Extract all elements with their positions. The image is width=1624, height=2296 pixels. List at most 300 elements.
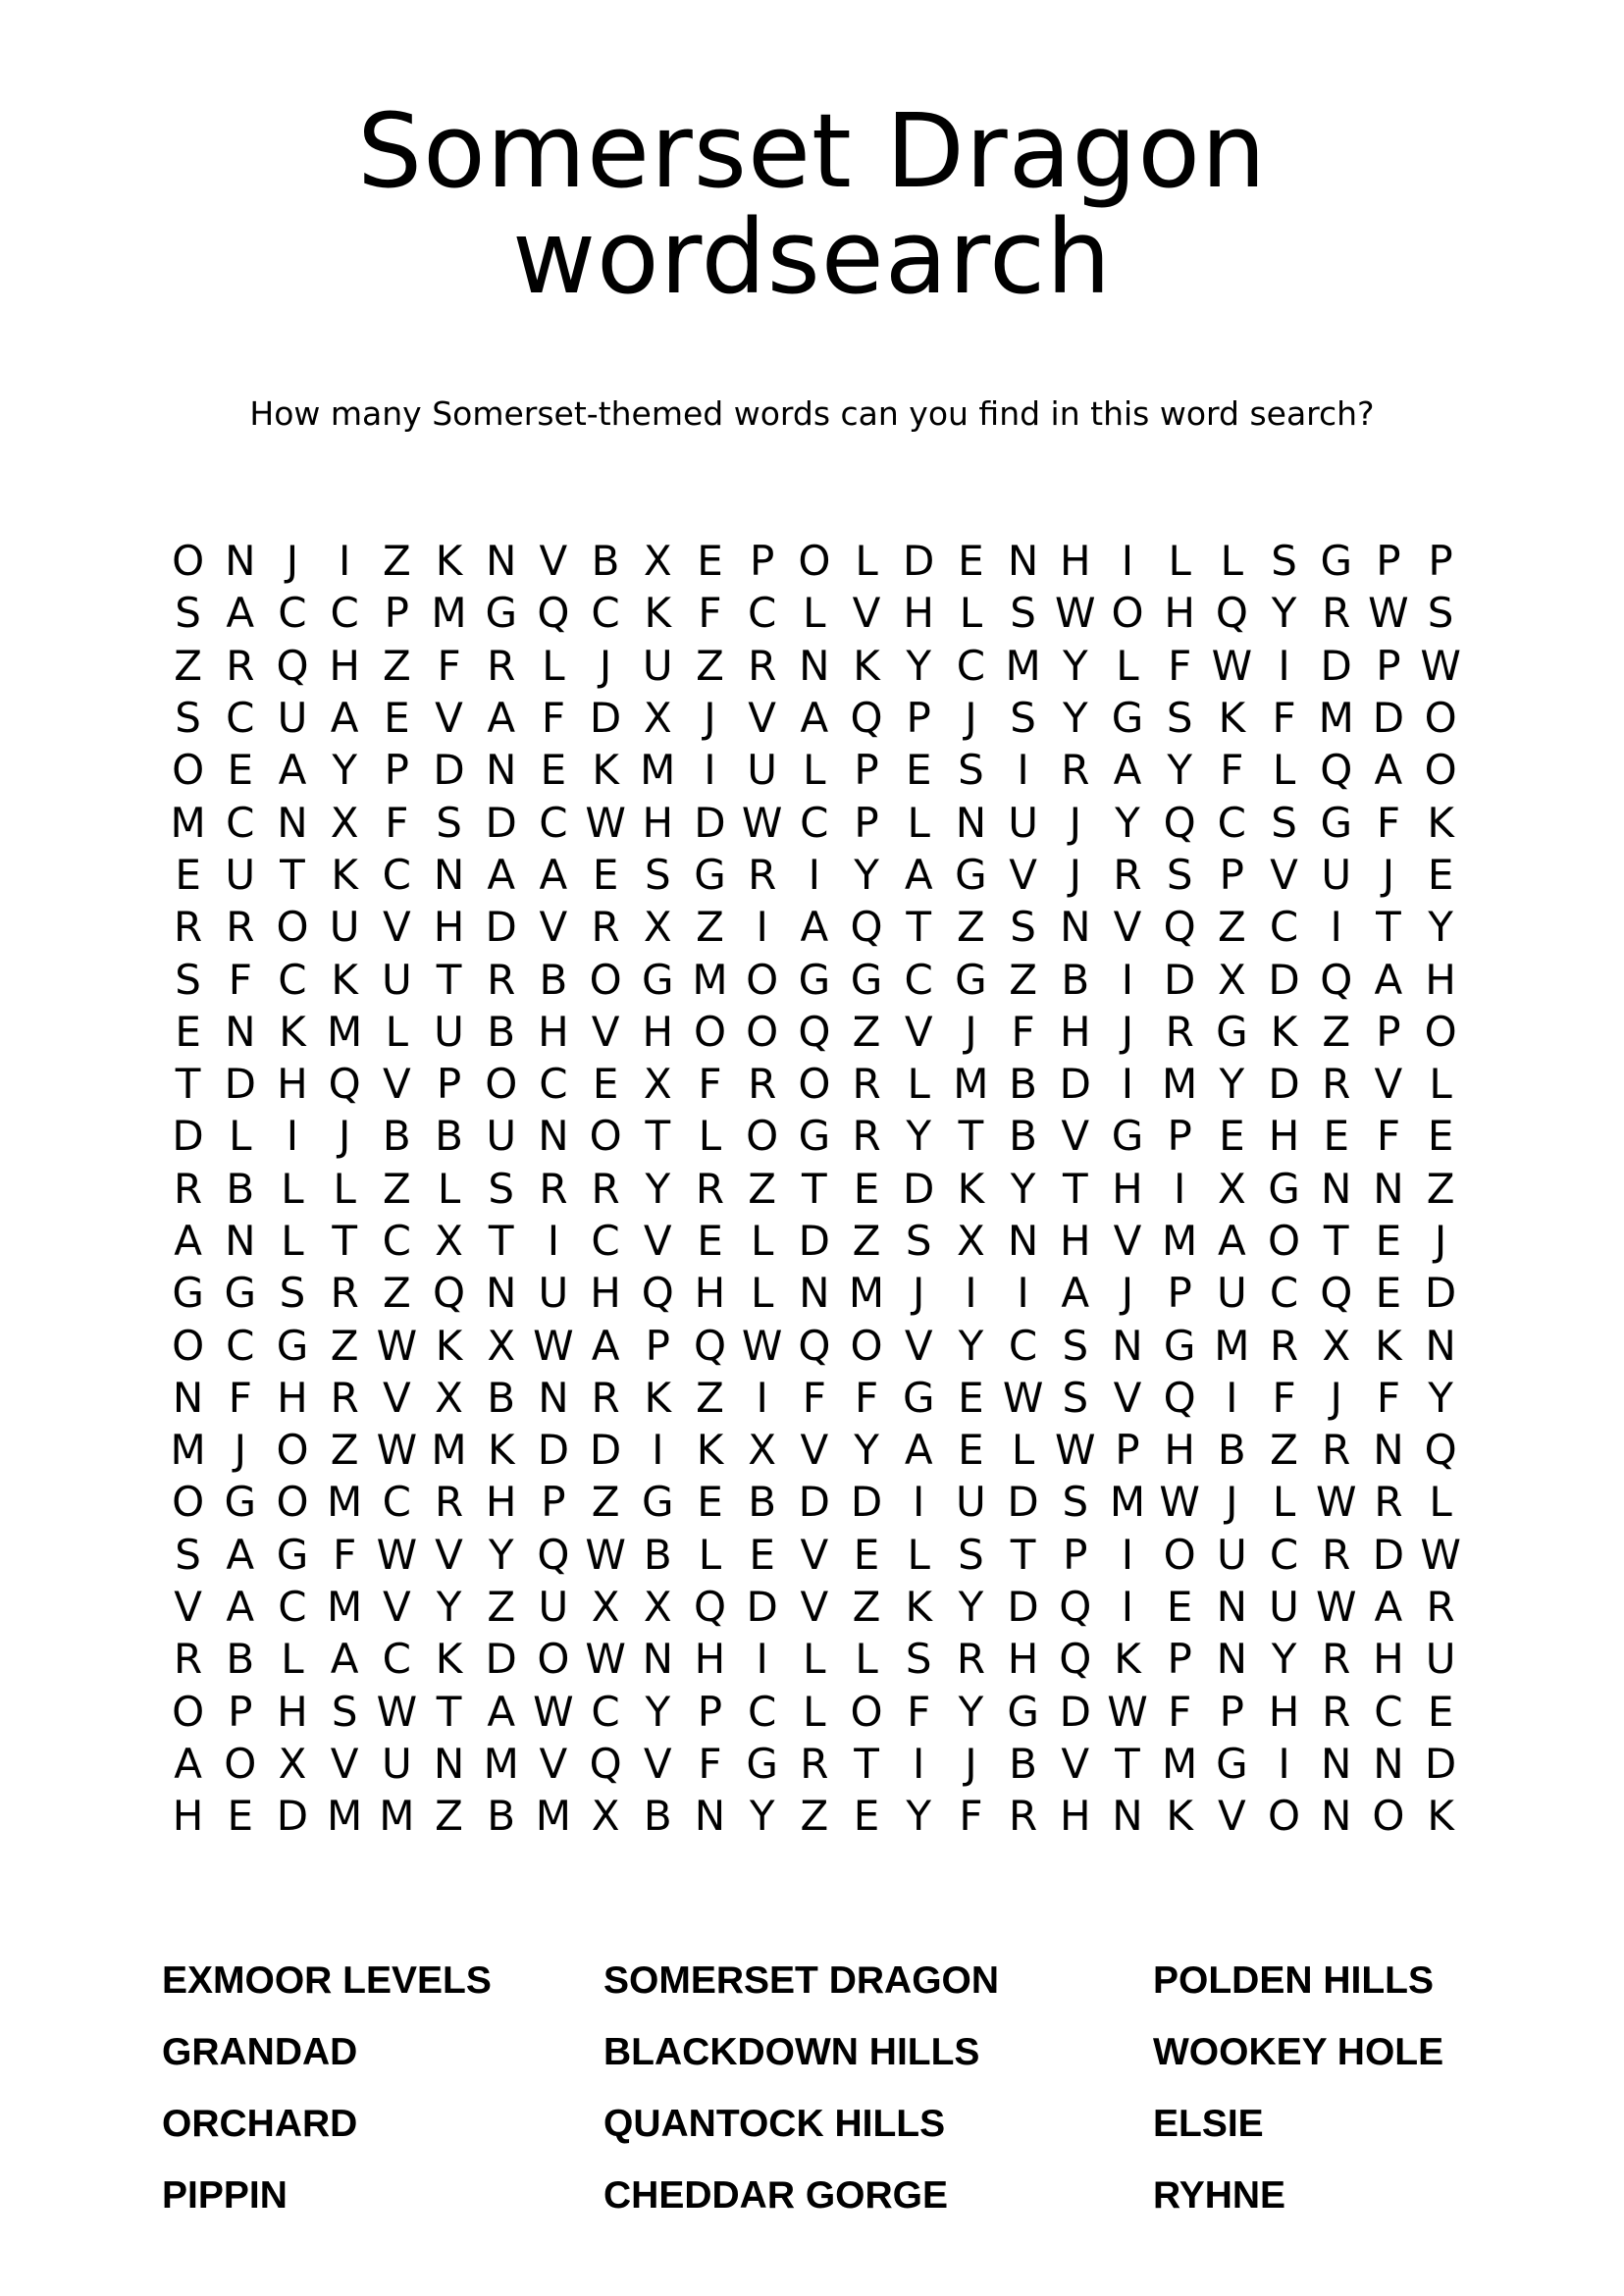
grid-letter: N — [172, 1373, 204, 1422]
grid-letter: X — [435, 1217, 463, 1265]
grid-letter: G — [276, 1321, 309, 1370]
grid-letter: D — [1320, 641, 1352, 690]
grid-letter: I — [1121, 1060, 1134, 1109]
grid-letter: O — [746, 1112, 779, 1161]
grid-row — [162, 587, 1467, 639]
grid-letter: O — [798, 537, 831, 586]
grid-letter: R — [1269, 1321, 1299, 1370]
grid-letter: P — [1376, 1007, 1401, 1056]
grid-letter: D — [589, 1426, 622, 1475]
grid-letter: C — [1269, 1269, 1299, 1318]
grid-letter: I — [1278, 641, 1290, 690]
grid-letter: I — [808, 850, 821, 899]
grid-letter: M — [379, 1792, 415, 1841]
grid-letter: N — [1321, 1164, 1352, 1213]
grid-letter: F — [541, 694, 565, 743]
grid-letter: Q — [693, 1583, 726, 1632]
grid-letter: P — [854, 746, 879, 795]
grid-letter: J — [1226, 1478, 1238, 1527]
grid-letter: G — [172, 1269, 204, 1318]
grid-letter: Q — [433, 1269, 466, 1318]
grid-letter: A — [174, 1217, 202, 1265]
grid-letter: V — [539, 537, 568, 586]
grid-letter: L — [750, 1269, 774, 1318]
grid-letter: R — [539, 1164, 568, 1213]
grid-letter: Y — [332, 746, 357, 795]
grid-letter: J — [704, 694, 716, 743]
grid-letter: R — [591, 1164, 620, 1213]
grid-letter: L — [698, 1112, 722, 1161]
grid-letter: H — [1059, 1217, 1091, 1265]
grid-letter: V — [382, 1583, 411, 1632]
grid-letter: V — [1113, 903, 1142, 952]
grid-letter: U — [1269, 1583, 1299, 1632]
word-item: RYHNE — [1153, 2174, 1286, 2217]
grid-letter: C — [382, 1478, 411, 1527]
grid-letter: S — [1062, 1321, 1089, 1370]
grid-letter: V — [382, 1373, 411, 1422]
grid-letter: C — [1269, 1530, 1299, 1579]
grid-letter: G — [955, 850, 987, 899]
grid-letter: U — [1425, 1635, 1456, 1684]
grid-letter: K — [1427, 798, 1454, 847]
grid-letter: C — [539, 1060, 568, 1109]
grid-letter: P — [906, 694, 931, 743]
grid-letter: X — [487, 1321, 516, 1370]
grid-letter: K — [435, 1321, 463, 1370]
grid-letter: O — [276, 903, 309, 952]
grid-letter: D — [224, 1060, 256, 1109]
grid-letter: V — [904, 1007, 933, 1056]
grid-letter: N — [1373, 1164, 1404, 1213]
grid-letter: L — [803, 1687, 826, 1736]
grid-letter: R — [226, 641, 255, 690]
title-line-1: Somerset Dragon — [357, 91, 1267, 211]
grid-letter: T — [280, 850, 305, 899]
grid-row — [162, 953, 1467, 1005]
grid-letter: R — [174, 903, 203, 952]
grid-letter: F — [854, 1373, 879, 1422]
grid-letter: U — [277, 694, 308, 743]
grid-letter: Y — [1167, 746, 1192, 795]
grid-letter: S — [1271, 798, 1297, 847]
grid-letter: N — [225, 537, 256, 586]
grid-letter: Z — [852, 1217, 881, 1265]
grid-letter: B — [643, 1530, 672, 1579]
grid-letter: J — [1069, 798, 1081, 847]
word-item: CHEDDAR GORGE — [603, 2174, 949, 2217]
grid-letter: G — [1268, 1164, 1300, 1213]
grid-letter: D — [172, 1112, 204, 1161]
grid-letter: Z — [1009, 955, 1037, 1004]
grid-letter: R — [852, 1112, 881, 1161]
grid-row — [162, 1790, 1467, 1842]
grid-letter: A — [487, 850, 516, 899]
grid-letter: O — [172, 1687, 205, 1736]
grid-letter: W — [1368, 589, 1409, 638]
grid-letter: L — [385, 1007, 409, 1056]
grid-letter: L — [907, 798, 930, 847]
grid-letter: T — [1115, 1739, 1140, 1788]
grid-letter: Q — [1059, 1635, 1092, 1684]
grid-letter: G — [1216, 1739, 1248, 1788]
grid-letter: M — [1162, 1060, 1198, 1109]
grid-letter: E — [853, 1530, 880, 1579]
grid-letter: Z — [382, 537, 411, 586]
grid-letter: C — [382, 1635, 411, 1684]
grid-letter: P — [541, 1478, 566, 1527]
grid-letter: O — [276, 1478, 309, 1527]
grid-letter: V — [435, 1530, 463, 1579]
grid-letter: Q — [1163, 1373, 1196, 1422]
grid-letter: L — [907, 1060, 930, 1109]
grid-letter: M — [953, 1060, 989, 1109]
grid-letter: B — [748, 1478, 777, 1527]
grid-letter: X — [643, 537, 672, 586]
grid-letter: X — [591, 1792, 620, 1841]
grid-letter: G — [1111, 1112, 1144, 1161]
grid-letter: J — [1434, 1217, 1447, 1265]
grid-letter: R — [1322, 1060, 1351, 1109]
grid-letter: Z — [852, 1583, 881, 1632]
grid-letter: G — [1163, 1321, 1196, 1370]
grid-letter: V — [904, 1321, 933, 1370]
grid-letter: Q — [1163, 903, 1196, 952]
grid-letter: X — [1322, 1321, 1351, 1370]
grid-letter: L — [855, 537, 878, 586]
grid-letter: V — [800, 1583, 829, 1632]
grid-letter: Z — [957, 903, 985, 952]
grid-letter: Z — [330, 1426, 359, 1475]
grid-row — [162, 1581, 1467, 1633]
grid-letter: D — [1372, 1530, 1405, 1579]
grid-letter: V — [643, 1739, 672, 1788]
grid-letter: M — [1318, 694, 1354, 743]
grid-letter: X — [643, 1583, 672, 1632]
grid-letter: E — [697, 1478, 723, 1527]
grid-letter: R — [1322, 589, 1351, 638]
grid-letter: A — [1217, 1217, 1246, 1265]
grid-letter: G — [850, 955, 883, 1004]
grid-letter: Q — [850, 903, 883, 952]
grid-letter: Z — [591, 1478, 620, 1527]
grid-letter: Z — [852, 1007, 881, 1056]
grid-letter: B — [382, 1112, 411, 1161]
grid-letter: Q — [1320, 1269, 1353, 1318]
grid-letter: D — [276, 1792, 309, 1841]
grid-letter: U — [747, 746, 778, 795]
grid-letter: J — [1330, 1373, 1342, 1422]
grid-letter: I — [1121, 537, 1134, 586]
grid-letter: Z — [487, 1583, 516, 1632]
grid-letter: P — [1219, 1687, 1244, 1736]
grid-letter: J — [1382, 850, 1395, 899]
grid-letter: D — [746, 1583, 778, 1632]
grid-letter: S — [1010, 589, 1036, 638]
grid-letter: N — [694, 1792, 726, 1841]
grid-letter: Q — [537, 1530, 570, 1579]
grid-letter: S — [331, 1687, 358, 1736]
grid-letter: J — [913, 1269, 925, 1318]
grid-letter: H — [277, 1060, 308, 1109]
grid-letter: A — [487, 1687, 516, 1736]
grid-letter: W — [533, 1687, 574, 1736]
grid-letter: R — [1426, 1583, 1455, 1632]
grid-letter: S — [1062, 1478, 1089, 1527]
grid-letter: H — [1268, 1687, 1300, 1736]
grid-letter: H — [1373, 1635, 1404, 1684]
grid-letter: G — [642, 1478, 674, 1527]
grid-letter: H — [642, 798, 674, 847]
grid-letter: F — [907, 1687, 931, 1736]
grid-letter: V — [1374, 1060, 1403, 1109]
grid-letter: V — [852, 589, 881, 638]
grid-letter: I — [1226, 1373, 1238, 1422]
grid-letter: A — [330, 1635, 359, 1684]
grid-letter: O — [224, 1739, 257, 1788]
grid-letter: G — [1320, 537, 1352, 586]
grid-letter: U — [642, 641, 673, 690]
grid-letter: T — [436, 955, 462, 1004]
grid-letter: L — [1429, 1060, 1452, 1109]
grid-letter: O — [276, 1426, 309, 1475]
grid-letter: Y — [1428, 903, 1453, 952]
grid-letter: K — [644, 589, 672, 638]
grid-letter: N — [955, 798, 987, 847]
grid-letter: U — [1008, 798, 1038, 847]
grid-letter: I — [1017, 746, 1029, 795]
grid-letter: K — [696, 1426, 724, 1475]
grid-letter: G — [1111, 694, 1144, 743]
grid-letter: P — [697, 1687, 723, 1736]
grid-letter: F — [1011, 1007, 1035, 1056]
grid-letter: F — [802, 1373, 826, 1422]
grid-letter: O — [1268, 1792, 1301, 1841]
grid-letter: C — [1217, 798, 1246, 847]
grid-letter: M — [483, 1739, 519, 1788]
grid-letter: E — [1166, 1583, 1193, 1632]
grid-letter: Y — [1115, 798, 1140, 847]
grid-row — [162, 849, 1467, 901]
grid-letter: L — [1168, 537, 1191, 586]
grid-letter: B — [591, 537, 620, 586]
grid-letter: P — [1167, 1112, 1192, 1161]
grid-letter: O — [172, 1321, 205, 1370]
grid-row — [162, 1424, 1467, 1476]
grid-letter: X — [591, 1583, 620, 1632]
grid-letter: R — [174, 1164, 203, 1213]
grid-letter: H — [1268, 1112, 1300, 1161]
grid-letter: V — [748, 694, 777, 743]
grid-letter: Q — [1320, 955, 1353, 1004]
grid-letter: M — [327, 1792, 363, 1841]
grid-letter: H — [1007, 1635, 1039, 1684]
grid-letter: K — [435, 537, 463, 586]
grid-letter: O — [798, 1060, 831, 1109]
grid-row — [162, 1163, 1467, 1215]
grid-letter: S — [905, 1635, 932, 1684]
grid-letter: Y — [854, 850, 879, 899]
grid-letter: D — [798, 1217, 831, 1265]
grid-letter: H — [277, 1687, 308, 1736]
grid-letter: S — [488, 1164, 515, 1213]
grid-letter: W — [1107, 1687, 1148, 1736]
grid-letter: P — [1167, 1269, 1192, 1318]
grid-letter: Z — [382, 1269, 411, 1318]
grid-letter: E — [1427, 850, 1454, 899]
grid-letter: F — [1272, 694, 1296, 743]
grid-letter: D — [1059, 1687, 1091, 1736]
grid-letter: H — [642, 1007, 674, 1056]
grid-row — [162, 1058, 1467, 1110]
grid-letter: P — [436, 1060, 462, 1109]
grid-letter: N — [1060, 903, 1091, 952]
grid-letter: K — [1427, 1792, 1454, 1841]
grid-letter: H — [1059, 1792, 1091, 1841]
grid-letter: V — [174, 1583, 202, 1632]
grid-letter: A — [1374, 746, 1403, 795]
grid-letter: V — [800, 1530, 829, 1579]
grid-letter: E — [697, 537, 723, 586]
grid-letter: F — [228, 955, 252, 1004]
grid-letter: G — [798, 1112, 831, 1161]
grid-letter: H — [694, 1269, 726, 1318]
grid-letter: S — [1010, 694, 1036, 743]
grid-letter: E — [175, 850, 201, 899]
grid-letter: R — [1322, 1635, 1351, 1684]
grid-letter: V — [382, 1060, 411, 1109]
grid-letter: I — [1278, 1739, 1290, 1788]
grid-letter: D — [850, 1478, 883, 1527]
grid-letter: V — [1061, 1112, 1090, 1161]
grid-letter: O — [1268, 1217, 1301, 1265]
grid-letter: Y — [906, 1792, 932, 1841]
grid-letter: A — [904, 850, 933, 899]
grid-letter: P — [1167, 1635, 1192, 1684]
grid-letter: F — [1168, 641, 1192, 690]
grid-letter: P — [1115, 1426, 1140, 1475]
grid-letter: H — [277, 1373, 308, 1422]
grid-letter: M — [1162, 1217, 1198, 1265]
grid-letter: B — [1009, 1060, 1037, 1109]
grid-letter: M — [1109, 1478, 1146, 1527]
grid-letter: T — [1323, 1217, 1349, 1265]
grid-letter: H — [1059, 1007, 1091, 1056]
word-column — [162, 1945, 492, 2231]
grid-letter: W — [1055, 1426, 1096, 1475]
word-list — [162, 1945, 1496, 2239]
grid-letter: P — [854, 798, 879, 847]
grid-letter: W — [376, 1321, 418, 1370]
grid-letter: X — [643, 1060, 672, 1109]
grid-letter: A — [174, 1739, 202, 1788]
grid-letter: L — [750, 1217, 774, 1265]
grid-letter: H — [172, 1792, 204, 1841]
grid-letter: E — [1375, 1217, 1402, 1265]
grid-letter: A — [800, 903, 829, 952]
grid-letter: N — [1007, 537, 1039, 586]
grid-letter: Y — [1062, 641, 1088, 690]
grid-letter: H — [694, 1635, 726, 1684]
grid-letter: D — [1007, 1478, 1039, 1527]
grid-letter: O — [1424, 746, 1457, 795]
grid-letter: V — [435, 694, 463, 743]
grid-letter: Z — [1270, 1426, 1298, 1475]
grid-letter: F — [437, 641, 461, 690]
grid-letter: T — [1376, 903, 1401, 952]
grid-letter: A — [1374, 1583, 1403, 1632]
grid-letter: V — [1270, 850, 1298, 899]
grid-letter: F — [1272, 1373, 1296, 1422]
grid-letter: P — [1376, 537, 1401, 586]
grid-letter: C — [1269, 903, 1299, 952]
grid-letter: M — [1005, 641, 1041, 690]
grid-letter: J — [338, 1112, 351, 1161]
grid-letter: F — [1168, 1687, 1192, 1736]
grid-letter: T — [802, 1164, 827, 1213]
grid-letter: S — [1062, 1373, 1089, 1422]
grid-letter: R — [748, 1060, 777, 1109]
grid-letter: H — [485, 1478, 517, 1527]
grid-letter: Y — [958, 1321, 984, 1370]
grid-letter: Y — [1010, 1164, 1036, 1213]
grid-letter: S — [905, 1217, 932, 1265]
grid-letter: W — [376, 1426, 418, 1475]
grid-letter: K — [853, 641, 880, 690]
grid-letter: N — [1373, 1426, 1404, 1475]
grid-letter: D — [903, 537, 935, 586]
grid-letter: C — [591, 589, 620, 638]
grid-letter: M — [692, 955, 728, 1004]
grid-letter: D — [485, 903, 517, 952]
grid-letter: P — [749, 537, 775, 586]
grid-letter: O — [1111, 589, 1144, 638]
title-line-2: wordsearch — [511, 197, 1113, 317]
grid-letter: R — [330, 1269, 359, 1318]
grid-letter: H — [1425, 955, 1456, 1004]
grid-letter: J — [965, 1007, 977, 1056]
grid-letter: C — [747, 1687, 777, 1736]
grid-letter: A — [226, 1530, 255, 1579]
grid-letter: P — [1428, 537, 1453, 586]
grid-letter: C — [747, 589, 777, 638]
grid-letter: M — [170, 798, 206, 847]
grid-letter: N — [1425, 1321, 1456, 1370]
grid-letter: B — [643, 1792, 672, 1841]
grid-letter: Y — [906, 1112, 932, 1161]
word-item: PIPPIN — [162, 2174, 288, 2217]
grid-letter: D — [485, 1635, 517, 1684]
grid-letter: H — [329, 641, 360, 690]
grid-letter: J — [599, 641, 612, 690]
grid-letter: L — [1220, 537, 1244, 586]
grid-letter: B — [226, 1635, 255, 1684]
grid-letter: P — [1219, 850, 1244, 899]
letter-grid — [162, 535, 1467, 1854]
grid-letter: R — [1322, 1426, 1351, 1475]
grid-letter: K — [905, 1583, 932, 1632]
word-item: WOOKEY HOLE — [1153, 2031, 1444, 2073]
grid-letter: X — [278, 1739, 307, 1788]
grid-letter: Y — [645, 1687, 671, 1736]
grid-letter: L — [542, 641, 565, 690]
grid-letter: U — [329, 903, 360, 952]
word-column — [1153, 1945, 1443, 2231]
grid-letter: I — [965, 1269, 977, 1318]
grid-letter: E — [1427, 1687, 1454, 1736]
grid-letter: O — [589, 1112, 622, 1161]
grid-letter: B — [1009, 1112, 1037, 1161]
